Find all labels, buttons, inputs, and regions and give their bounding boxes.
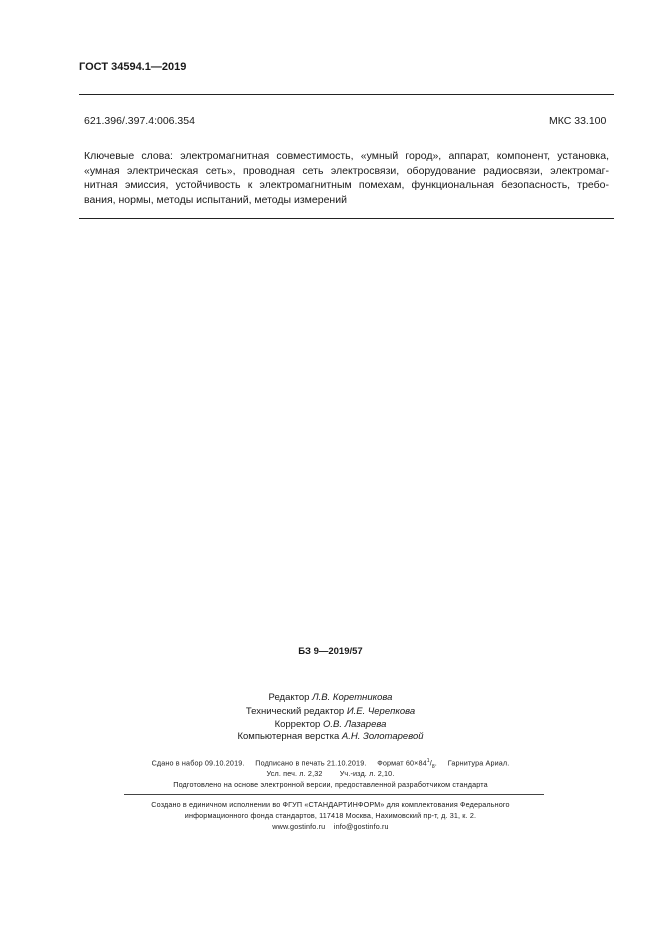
format-value: Формат 60×84 <box>377 758 427 768</box>
top-divider <box>79 94 614 95</box>
typeset-date: Сдано в набор 09.10.2019. <box>151 758 245 768</box>
keywords-line: вания, нормы, методы испытаний, методы измерений <box>84 193 347 206</box>
publisher-line-1: Создано в единичном исполнении во ФГУП «СТАНДАРТИНФОРМ» для комплектования Федерального <box>151 800 510 809</box>
keywords-divider <box>79 218 614 219</box>
keywords-line: Ключевые слова: электромагнитная совместимость, «умный город», аппарат, компонент, установка, <box>84 150 609 162</box>
mks-code: МКС 33.100 <box>549 115 607 127</box>
keywords-line: нитная эмиссия, устойчивость к электромагнитным помехам, функциональная безопасность, требо- <box>84 179 609 191</box>
staff-corrector <box>0 719 661 730</box>
print-info-line-2 <box>0 769 661 778</box>
staff-person: Л.В. Коретникова <box>312 692 393 703</box>
format-sup: 1 <box>426 758 430 764</box>
bz-number: БЗ 9—2019/57 <box>298 646 363 657</box>
staff-role: Корректор <box>274 719 321 730</box>
keywords-block <box>84 149 609 207</box>
staff-tech-editor <box>0 706 661 717</box>
staff-layout <box>0 731 661 742</box>
staff-person: А.Н. Золотаревой <box>341 731 424 742</box>
staff-person: О.В. Лазарева <box>322 719 387 730</box>
font-info: Гарнитура Ариал. <box>447 758 510 768</box>
staff-editor <box>0 692 661 703</box>
document-code: ГОСТ 34594.1—2019 <box>79 61 187 73</box>
edition-sheets: Уч.-изд. л. 2,10. <box>339 769 395 778</box>
print-sheets: Усл. печ. л. 2,32 <box>266 769 323 778</box>
imprint-divider <box>124 794 544 795</box>
signed-date: Подписано в печать 21.10.2019. <box>255 758 367 768</box>
format-sub: 8 <box>431 763 435 770</box>
keywords-line: «умная электрическая сеть», проводная сеть электросвязи, оборудование радиосвязи, электромаг- <box>84 164 609 177</box>
staff-role: Редактор <box>268 692 310 703</box>
staff-role: Компьютерная верстка <box>237 731 340 742</box>
publisher-site-link[interactable]: www.gostinfo.ru <box>272 822 326 831</box>
publisher-line-2: информационного фонда стандартов, 117418 Москва, Нахимовский пр-т, д. 31, к. 2. <box>184 811 477 820</box>
print-info-line-3: Подготовлено на основе электронной версии, предоставленной разработчиком стандарта <box>173 780 488 789</box>
print-info-line-1: Сдано в набор 09.10.2019. Подписано в печать 21.10.2019. Формат $60\times 84^1/_8$. Гарнитура Ариал. <box>151 758 510 770</box>
publisher-email-link[interactable]: info@gostinfo.ru <box>333 822 389 831</box>
publisher-contacts <box>0 822 661 831</box>
staff-role: Технический редактор <box>245 706 345 717</box>
staff-person: И.Е. Черепкова <box>346 706 416 717</box>
udc-code: 621.396/.397.4:006.354 <box>84 115 195 127</box>
